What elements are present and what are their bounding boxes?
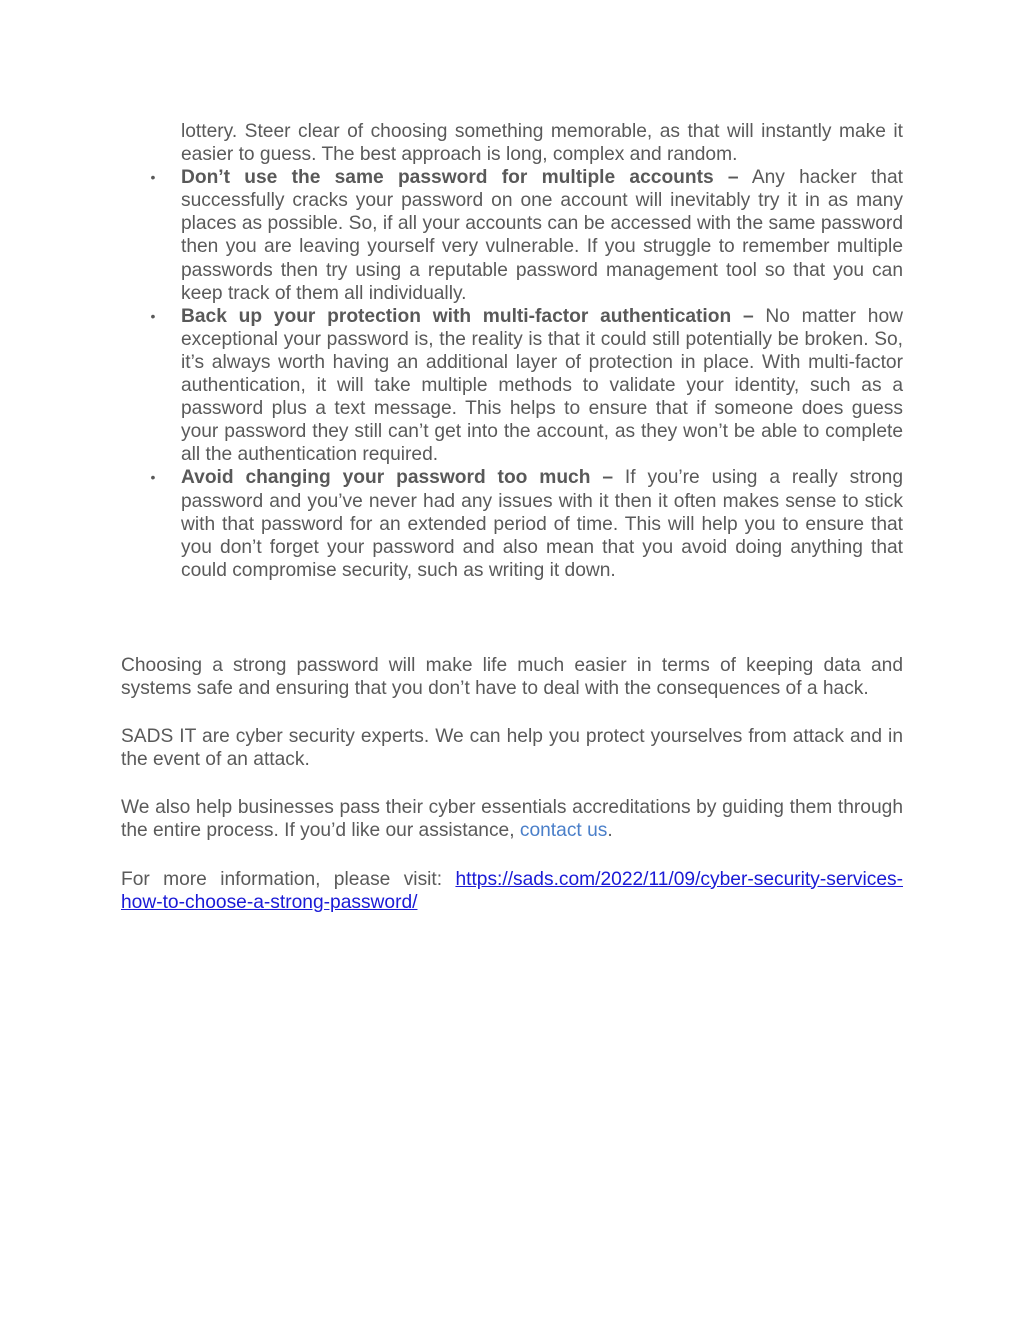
list-item-text: No matter how exceptional your password is, the reality is that it could still potentially be broken. So, it’s always worth having an additional layer of protection in place. With multi-factor authentication, it will take multiple methods to validate your identity, such as a password plus a text message. This helps to ensure that if someone does guess your password they still can’t get into the account, as they won’t be able to complete all the authentication required. [181, 305, 903, 466]
bullet-icon: • [150, 307, 156, 324]
tips-list [150, 166, 903, 582]
list-item-text: Any hacker that successfully cracks your password on one account will inevitably try it in as many places as possible. So, if all your accounts can be accessed with the same password then you are leaving yourself very vulnerable. If you struggle to remember multiple passwords then try using a reputable password management tool so that you can keep track of them all individually. [181, 167, 903, 304]
list-item-title: Back up your protection with multi-factor authentication – [181, 305, 754, 327]
contact-paragraph [121, 796, 903, 842]
contact-us-link[interactable]: contact us [519, 820, 608, 842]
list-item [150, 305, 903, 467]
source-url-link[interactable]: https://sads.com/2022/11/09/cyber-security-services-how-to-choose-a-strong-password/ [121, 868, 903, 913]
list-item-title: Don’t use the same password for multiple accounts – [181, 167, 739, 189]
list-item-title: Avoid changing your password too much – [181, 467, 614, 489]
list-item-text: If you’re using a really strong password and you’ve never had any issues with it then it often makes sense to stick with that password for an extended period of time. This will help you to ensure that you don’t forget your password and also mean that you avoid doing anything that could compromise security, such as writing it down. [181, 467, 903, 581]
bullet-section [150, 120, 903, 582]
contact-paragraph-end: . [607, 820, 613, 842]
bullet-icon: • [150, 169, 156, 186]
contact-paragraph-text: We also help businesses pass their cyber essentials accreditations by guiding them through the entire process. If you’d like our assistance, [121, 797, 903, 842]
bullet-icon: • [150, 469, 156, 486]
list-item [150, 466, 903, 581]
list-item [150, 166, 903, 305]
experts-paragraph: SADS IT are cyber security experts. We can help you protect yourselves from attack and in the event of an attack. [121, 726, 903, 771]
continued-text: lottery. Steer clear of choosing something memorable, as that will instantly make it easier to guess. The best approach is long, complex and random. [181, 121, 903, 166]
more-info-paragraph [121, 868, 903, 914]
more-info-text: For more information, please visit: [121, 868, 456, 890]
closing-section [121, 654, 903, 939]
summary-paragraph: Choosing a strong password will make life much easier in terms of keeping data and systems safe and ensuring that you don’t have to deal with the consequences of a hack. [121, 655, 903, 700]
